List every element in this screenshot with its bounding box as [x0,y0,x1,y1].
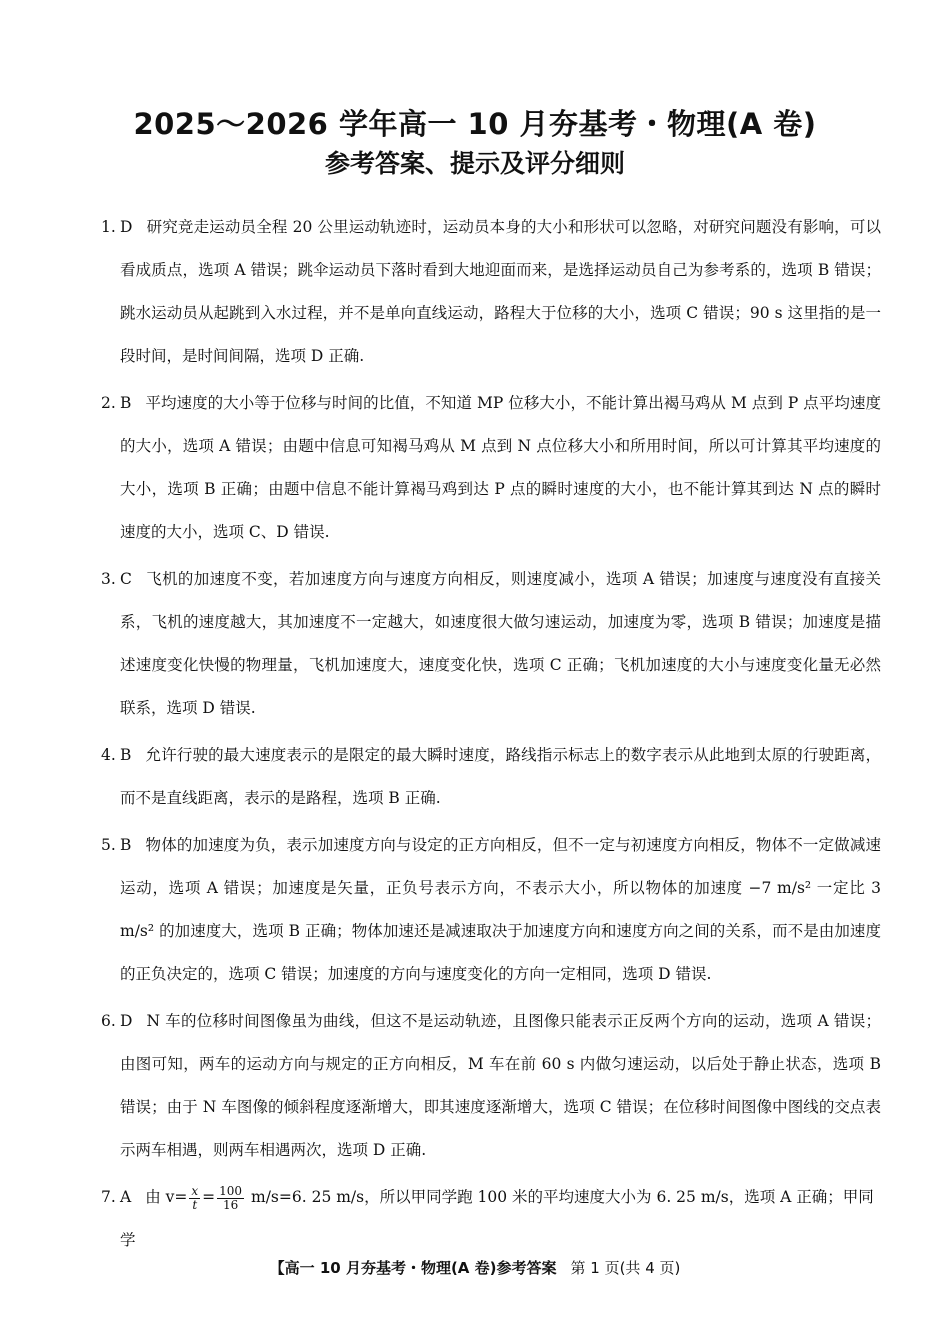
answer-item-3 [103,558,881,730]
fraction-100-over-16 [217,1185,244,1212]
item-explanation: 物体的加速度为负，表示加速度方向与设定的正方向相反，但不一定与初速度方向相反，物体不一定做减速运动，选项 A 错误；加速度是矢量，正负号表示方向，不表示大小，所以物体的加速度 −7 m/s² 一定比 3 m/s² 的加速度大，选项 B 正确；物体加速还是减速取决于加速度方向和速度方向之间的关系，而不是由加速度的正负决定的，选项 C 错误；加速度的方向与速度变化的方向一定相同，选项 D 错误. [120,836,881,983]
formula-prefix: 由 v= [145,1188,188,1206]
fraction-denominator: t [192,1197,198,1212]
item-explanation: 平均速度的大小等于位移与时间的比值，不知道 MP 位移大小，不能计算出褐马鸡从 M 点到 P 点平均速度的大小，选项 A 错误；由题中信息可知褐马鸡从 M 点到 N 点位移大小和所用时间，所以可计算其平均速度的大小，选项 B 正确；由题中信息不能计算褐马鸡到达 P 点的瞬时速度的大小，也不能计算其到达 N 点的瞬时速度的大小，选项 C、D 错误. [120,394,881,541]
page-subtitle: 参考答案、提示及评分细则 [324,149,625,178]
footer-label: 【高一 10 月夯基考・物理(A 卷)参考答案 [269,1259,557,1277]
answer-item-5 [103,824,881,996]
item-answer: D [120,1012,133,1030]
item-number: 4. [101,746,116,764]
item-explanation: 研究竞走运动员全程 20 公里运动轨迹时，运动员本身的大小和形状可以忽略，对研究问题没有影响，可以看成质点，选项 A 错误；跳伞运动员下落时看到大地迎面而来，是选择运动员自己为参考系的，选项 B 错误；跳水运动员从起跳到入水过程，并不是单向直线运动，路程大于位移的大小，选项 C 错误；90 s 这里指的是一段时间，是时间间隔，选项 D 正确. [120,218,881,365]
item-number: 7. [101,1188,116,1206]
answer-list [103,206,881,1262]
item-answer: B [120,394,132,412]
item-answer: B [120,836,132,854]
page-footer [0,1257,950,1278]
answer-item-1 [103,206,881,378]
answer-item-6 [103,1000,881,1172]
fraction-denominator: 16 [222,1197,239,1212]
item-answer: A [120,1188,132,1206]
formula-equals: = [202,1188,216,1206]
item-explanation: 飞机的加速度不变，若加速度方向与速度方向相反，则速度减小，选项 A 错误；加速度与速度没有直接关系，飞机的速度越大，其加速度不一定越大，如速度很大做匀速运动，加速度为零，选项 B 错误；加速度是描述速度变化快慢的物理量，飞机加速度大，速度变化快，选项 C 正确；飞机加速度的大小与速度变化量无必然联系，选项 D 错误. [120,570,881,717]
item-answer: D [120,218,133,236]
item-number: 5. [101,836,116,854]
item-answer: B [120,746,132,764]
answer-item-7 [103,1176,881,1262]
item-number: 2. [101,394,116,412]
item-number: 1. [101,218,116,236]
item-number: 3. [101,570,116,588]
page-title: 2025～2026 学年高一 10 月夯基考・物理(A 卷) [133,107,817,141]
fraction-numerator: 100 [219,1183,243,1198]
item-answer: C [120,570,132,588]
item-number: 6. [101,1012,116,1030]
fraction-x-over-t [189,1185,200,1212]
page-number: 第 1 页(共 4 页) [570,1259,681,1277]
answer-item-2 [103,382,881,554]
fraction-numerator: x [191,1183,199,1198]
item-explanation: m/s=6. 25 m/s，所以甲同学跑 100 米的平均速度大小为 6. 25 m/s，选项 A 正确；甲同学 [120,1188,874,1249]
item-explanation: 允许行驶的最大速度表示的是限定的最大瞬时速度，路线指示标志上的数字表示从此地到太原的行驶距离，而不是直线距离，表示的是路程，选项 B 正确. [120,746,881,807]
answer-item-4 [103,734,881,820]
item-explanation: N 车的位移时间图像虽为曲线，但这不是运动轨迹，且图像只能表示正反两个方向的运动，选项 A 错误；由图可知，两车的运动方向与规定的正方向相反，M 车在前 60 s 内做匀速运动，以后处于静止状态，选项 B 错误；由于 N 车图像的倾斜程度逐渐增大，即其速度逐渐增大，选项 C 错误；在位移时间图像中图线的交点表示两车相遇，则两车相遇两次，选项 D 正确. [120,1012,881,1159]
